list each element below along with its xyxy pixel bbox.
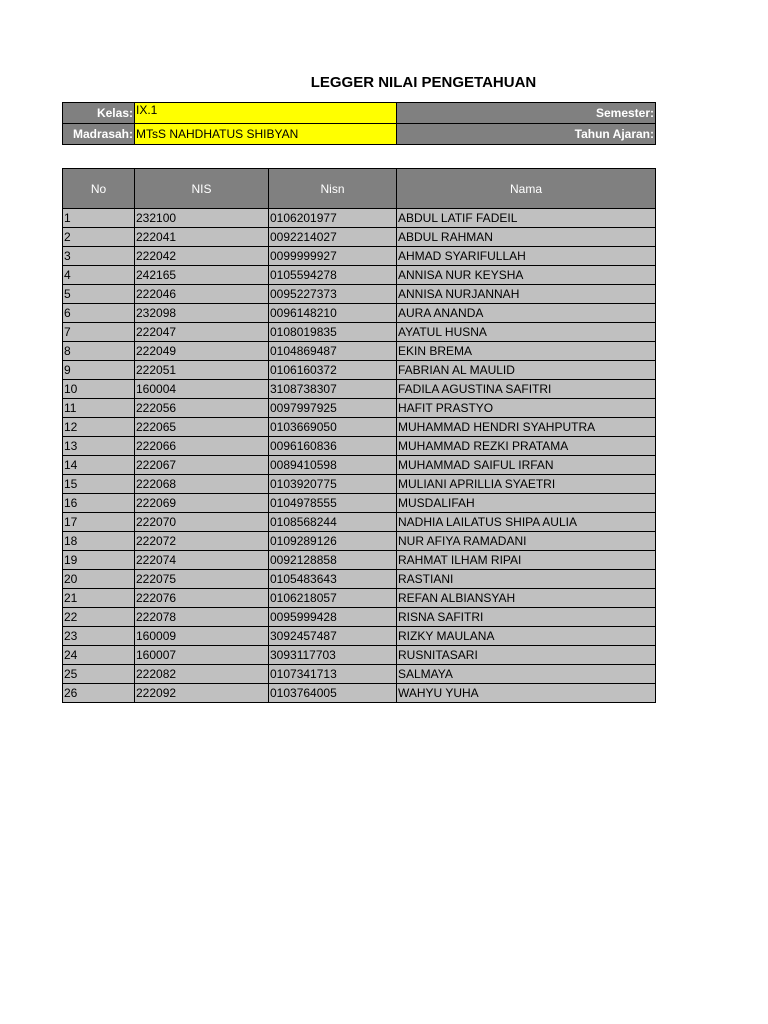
kelas-label: Kelas: xyxy=(63,103,135,124)
table-header-row xyxy=(63,169,656,209)
cell-no[interactable]: 7 xyxy=(63,323,135,342)
cell-no[interactable]: 16 xyxy=(63,494,135,513)
cell-nama[interactable]: MUHAMMAD SAIFUL IRFAN xyxy=(397,456,656,475)
table-row xyxy=(63,646,656,665)
cell-no[interactable]: 15 xyxy=(63,475,135,494)
cell-nisn[interactable]: 0106201977 xyxy=(269,209,397,228)
cell-nama[interactable]: NUR AFIYA RAMADANI xyxy=(397,532,656,551)
tahun-ajaran-label: Tahun Ajaran: xyxy=(397,124,656,145)
cell-nis[interactable]: 222069 xyxy=(135,494,269,513)
student-table xyxy=(62,168,656,703)
cell-no[interactable]: 21 xyxy=(63,589,135,608)
column-header-nis: NIS xyxy=(135,169,269,209)
cell-nis[interactable]: 222072 xyxy=(135,532,269,551)
cell-nis[interactable]: 222092 xyxy=(135,684,269,703)
cell-no[interactable]: 2 xyxy=(63,228,135,247)
cell-nis[interactable]: 222065 xyxy=(135,418,269,437)
cell-no[interactable]: 13 xyxy=(63,437,135,456)
cell-nis[interactable]: 160009 xyxy=(135,627,269,646)
table-row xyxy=(63,684,656,703)
table-row xyxy=(63,494,656,513)
cell-nisn[interactable]: 0103920775 xyxy=(269,475,397,494)
table-row xyxy=(63,589,656,608)
cell-no[interactable]: 24 xyxy=(63,646,135,665)
cell-nisn[interactable]: 0106218057 xyxy=(269,589,397,608)
cell-nama[interactable]: ABDUL LATIF FADEIL xyxy=(397,209,656,228)
cell-nama[interactable]: AYATUL HUSNA xyxy=(397,323,656,342)
table-row xyxy=(63,285,656,304)
cell-nis[interactable]: 160007 xyxy=(135,646,269,665)
cell-nis[interactable]: 222076 xyxy=(135,589,269,608)
cell-nis[interactable]: 222051 xyxy=(135,361,269,380)
cell-nis[interactable]: 222070 xyxy=(135,513,269,532)
cell-nisn[interactable]: 0095227373 xyxy=(269,285,397,304)
page-title: LEGGER NILAI PENGETAHUAN xyxy=(310,74,537,91)
table-row xyxy=(63,665,656,684)
cell-nama[interactable]: RIZKY MAULANA xyxy=(397,627,656,646)
table-row xyxy=(63,399,656,418)
cell-nisn[interactable]: 0105594278 xyxy=(269,266,397,285)
cell-nis[interactable]: 222042 xyxy=(135,247,269,266)
cell-no[interactable]: 19 xyxy=(63,551,135,570)
madrasah-value[interactable]: MTsS NAHDHATUS SHIBYAN xyxy=(135,124,397,145)
table-row xyxy=(63,456,656,475)
cell-nama[interactable]: FADILA AGUSTINA SAFITRI xyxy=(397,380,656,399)
cell-no[interactable]: 14 xyxy=(63,456,135,475)
cell-nis[interactable]: 222082 xyxy=(135,665,269,684)
cell-nis[interactable]: 232100 xyxy=(135,209,269,228)
cell-nama[interactable]: FABRIAN AL MAULID xyxy=(397,361,656,380)
cell-nisn[interactable]: 0103764005 xyxy=(269,684,397,703)
table-row xyxy=(63,323,656,342)
table-row xyxy=(63,209,656,228)
cell-nisn[interactable]: 0104869487 xyxy=(269,342,397,361)
cell-no[interactable]: 9 xyxy=(63,361,135,380)
cell-nisn[interactable]: 3093117703 xyxy=(269,646,397,665)
cell-nisn[interactable]: 3108738307 xyxy=(269,380,397,399)
table-row xyxy=(63,342,656,361)
cell-no[interactable]: 23 xyxy=(63,627,135,646)
cell-no[interactable]: 3 xyxy=(63,247,135,266)
class-info-table xyxy=(62,102,656,145)
cell-nisn[interactable]: 3092457487 xyxy=(269,627,397,646)
cell-no[interactable]: 4 xyxy=(63,266,135,285)
cell-nis[interactable]: 222041 xyxy=(135,228,269,247)
cell-nama[interactable]: ANNISA NURJANNAH xyxy=(397,285,656,304)
column-header-no: No xyxy=(63,169,135,209)
cell-nisn[interactable]: 0095999428 xyxy=(269,608,397,627)
cell-nisn[interactable]: 0106160372 xyxy=(269,361,397,380)
table-row xyxy=(63,437,656,456)
cell-no[interactable]: 20 xyxy=(63,570,135,589)
cell-nama[interactable]: ABDUL RAHMAN xyxy=(397,228,656,247)
cell-no[interactable]: 17 xyxy=(63,513,135,532)
table-row xyxy=(63,532,656,551)
cell-nama[interactable]: MUHAMMAD REZKI PRATAMA xyxy=(397,437,656,456)
cell-nama[interactable]: EKIN BREMA xyxy=(397,342,656,361)
table-row xyxy=(63,361,656,380)
cell-nis[interactable]: 222049 xyxy=(135,342,269,361)
cell-nama[interactable]: HAFIT PRASTYO xyxy=(397,399,656,418)
cell-no[interactable]: 25 xyxy=(63,665,135,684)
cell-nama[interactable]: RAHMAT ILHAM RIPAI xyxy=(397,551,656,570)
cell-nisn[interactable]: 0103669050 xyxy=(269,418,397,437)
cell-nama[interactable]: WAHYU YUHA xyxy=(397,684,656,703)
cell-nis[interactable]: 222047 xyxy=(135,323,269,342)
cell-nisn[interactable]: 0107341713 xyxy=(269,665,397,684)
table-row xyxy=(63,627,656,646)
cell-nama[interactable]: MUSDALIFAH xyxy=(397,494,656,513)
cell-nama[interactable]: SALMAYA xyxy=(397,665,656,684)
cell-nis[interactable]: 160004 xyxy=(135,380,269,399)
table-row xyxy=(63,228,656,247)
cell-no[interactable]: 10 xyxy=(63,380,135,399)
cell-nama[interactable]: REFAN ALBIANSYAH xyxy=(397,589,656,608)
cell-nis[interactable]: 242165 xyxy=(135,266,269,285)
cell-nisn[interactable]: 0089410598 xyxy=(269,456,397,475)
cell-no[interactable]: 12 xyxy=(63,418,135,437)
cell-nama[interactable]: AURA ANANDA xyxy=(397,304,656,323)
table-body xyxy=(63,209,656,703)
madrasah-label: Madrasah: xyxy=(63,124,135,145)
cell-nama[interactable]: ANNISA NUR KEYSHA xyxy=(397,266,656,285)
cell-nisn[interactable]: 0092128858 xyxy=(269,551,397,570)
cell-no[interactable]: 22 xyxy=(63,608,135,627)
cell-nis[interactable]: 222068 xyxy=(135,475,269,494)
kelas-value[interactable]: IX.1 xyxy=(135,103,397,124)
cell-no[interactable]: 26 xyxy=(63,684,135,703)
table-row xyxy=(63,380,656,399)
cell-nisn[interactable]: 0108568244 xyxy=(269,513,397,532)
table-row xyxy=(63,570,656,589)
table-row xyxy=(63,608,656,627)
kelas-row xyxy=(63,103,656,124)
cell-nisn[interactable]: 0099999927 xyxy=(269,247,397,266)
cell-nisn[interactable]: 0109289126 xyxy=(269,532,397,551)
cell-no[interactable]: 1 xyxy=(63,209,135,228)
cell-nisn[interactable]: 0097997925 xyxy=(269,399,397,418)
table-row xyxy=(63,418,656,437)
cell-nama[interactable]: MULIANI APRILLIA SYAETRI xyxy=(397,475,656,494)
cell-nis[interactable]: 222067 xyxy=(135,456,269,475)
cell-nis[interactable]: 222066 xyxy=(135,437,269,456)
cell-nama[interactable]: AHMAD SYARIFULLAH xyxy=(397,247,656,266)
madrasah-row xyxy=(63,124,656,145)
column-header-nama: Nama xyxy=(397,169,656,209)
table-row xyxy=(63,551,656,570)
cell-no[interactable]: 5 xyxy=(63,285,135,304)
table-row xyxy=(63,266,656,285)
semester-label: Semester: xyxy=(397,103,656,124)
cell-no[interactable]: 8 xyxy=(63,342,135,361)
cell-nama[interactable]: NADHIA LAILATUS SHIPA AULIA xyxy=(397,513,656,532)
cell-nisn[interactable]: 0104978555 xyxy=(269,494,397,513)
cell-nis[interactable]: 222074 xyxy=(135,551,269,570)
table-row xyxy=(63,475,656,494)
table-row xyxy=(63,513,656,532)
cell-nisn[interactable]: 0092214027 xyxy=(269,228,397,247)
cell-nisn[interactable]: 0096160836 xyxy=(269,437,397,456)
table-row xyxy=(63,247,656,266)
cell-no[interactable]: 6 xyxy=(63,304,135,323)
cell-nis[interactable]: 222075 xyxy=(135,570,269,589)
cell-nis[interactable]: 222046 xyxy=(135,285,269,304)
cell-nisn[interactable]: 0105483643 xyxy=(269,570,397,589)
cell-nis[interactable]: 232098 xyxy=(135,304,269,323)
cell-nisn[interactable]: 0108019835 xyxy=(269,323,397,342)
cell-no[interactable]: 18 xyxy=(63,532,135,551)
column-header-nisn: Nisn xyxy=(269,169,397,209)
cell-no[interactable]: 11 xyxy=(63,399,135,418)
table-row xyxy=(63,304,656,323)
cell-nama[interactable]: RISNA SAFITRI xyxy=(397,608,656,627)
cell-nis[interactable]: 222078 xyxy=(135,608,269,627)
cell-nama[interactable]: RASTIANI xyxy=(397,570,656,589)
cell-nama[interactable]: MUHAMMAD HENDRI SYAHPUTRA xyxy=(397,418,656,437)
cell-nisn[interactable]: 0096148210 xyxy=(269,304,397,323)
cell-nis[interactable]: 222056 xyxy=(135,399,269,418)
cell-nama[interactable]: RUSNITASARI xyxy=(397,646,656,665)
